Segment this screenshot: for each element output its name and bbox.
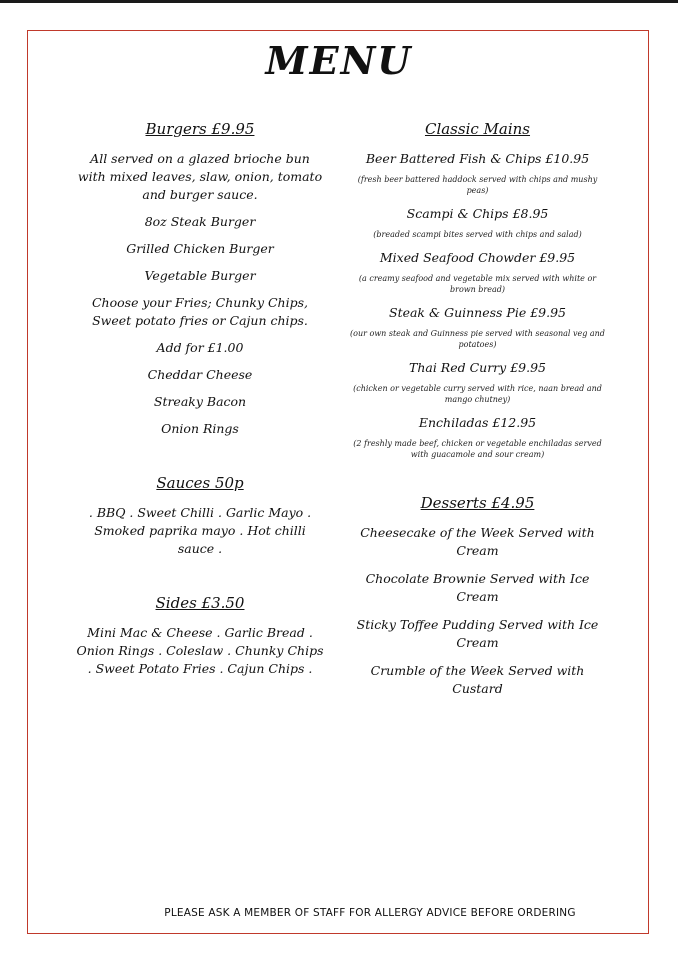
sides-list: Mini Mac & Cheese . Garlic Bread . Onion Rings . Coleslaw . Chunky Chips . Sweet Potato Fries . Cajun Chips .	[76, 625, 324, 676]
main-item-desc: (a creamy seafood and vegetable mix served with white or brown bread)	[358, 274, 597, 294]
allergy-notice: PLEASE ASK A MEMBER OF STAFF FOR ALLERGY ADVICE BEFORE ORDERING	[164, 907, 576, 919]
dessert-item: Cheesecake of the Week Served with Cream	[360, 525, 595, 558]
sauces-line: . BBQ . Sweet Chilli . Garlic Mayo .	[88, 505, 312, 520]
main-item-name: Scampi & Chips £8.95	[406, 206, 549, 221]
mains-heading: Classic Mains	[424, 120, 531, 138]
burgers-description: All served on a glazed brioche bun with mixed leaves, slaw, onion, tomato and burger sauce.	[77, 151, 323, 202]
right-column	[350, 120, 605, 698]
top-bar	[0, 0, 678, 3]
dessert-item: Chocolate Brownie Served with Ice Cream	[365, 571, 590, 604]
burger-item: 8oz Steak Burger	[144, 214, 256, 229]
addon-item: Onion Rings	[161, 421, 239, 436]
main-item-desc: (chicken or vegetable curry served with rice, naan bread and mango chutney)	[353, 384, 602, 404]
dessert-item: Crumble of the Week Served with Custard	[370, 663, 585, 696]
addon-item: Streaky Bacon	[153, 394, 247, 409]
main-item-name: Beer Battered Fish & Chips £10.95	[365, 151, 590, 166]
dessert-item: Sticky Toffee Pudding Served with Ice Cream	[356, 617, 599, 650]
main-item-desc: (our own steak and Guinness pie served with seasonal veg and potatoes)	[350, 329, 605, 349]
main-item-name: Steak & Guinness Pie £9.95	[389, 305, 566, 320]
sauces-heading: Sauces 50p	[156, 474, 244, 492]
main-item-desc: (breaded scampi bites served with chips and salad)	[373, 230, 582, 239]
main-item-desc: (fresh beer battered haddock served with chips and mushy peas)	[357, 175, 598, 195]
burgers-heading: Burgers £9.95	[145, 120, 255, 138]
main-item-name: Mixed Seafood Chowder £9.95	[379, 250, 576, 265]
sauces-line: Smoked paprika mayo . Hot chilli sauce .	[94, 523, 306, 556]
addon-item: Cheddar Cheese	[147, 367, 253, 382]
addon-heading: Add for £1.00	[156, 340, 244, 355]
fries-choice: Choose your Fries; Chunky Chips, Sweet potato fries or Cajun chips.	[91, 295, 308, 328]
main-item-name: Enchiladas £12.95	[418, 415, 537, 430]
burger-item: Grilled Chicken Burger	[126, 241, 274, 256]
sides-heading: Sides £3.50	[155, 594, 245, 612]
desserts-heading: Desserts £4.95	[420, 494, 535, 512]
main-item-desc: (2 freshly made beef, chicken or vegetable enchiladas served with guacamole and sour cream)	[353, 439, 602, 459]
left-column	[75, 120, 325, 678]
main-item-name: Thai Red Curry £9.95	[409, 360, 546, 375]
menu-title: MENU	[265, 38, 413, 83]
burger-item: Vegetable Burger	[144, 268, 256, 283]
